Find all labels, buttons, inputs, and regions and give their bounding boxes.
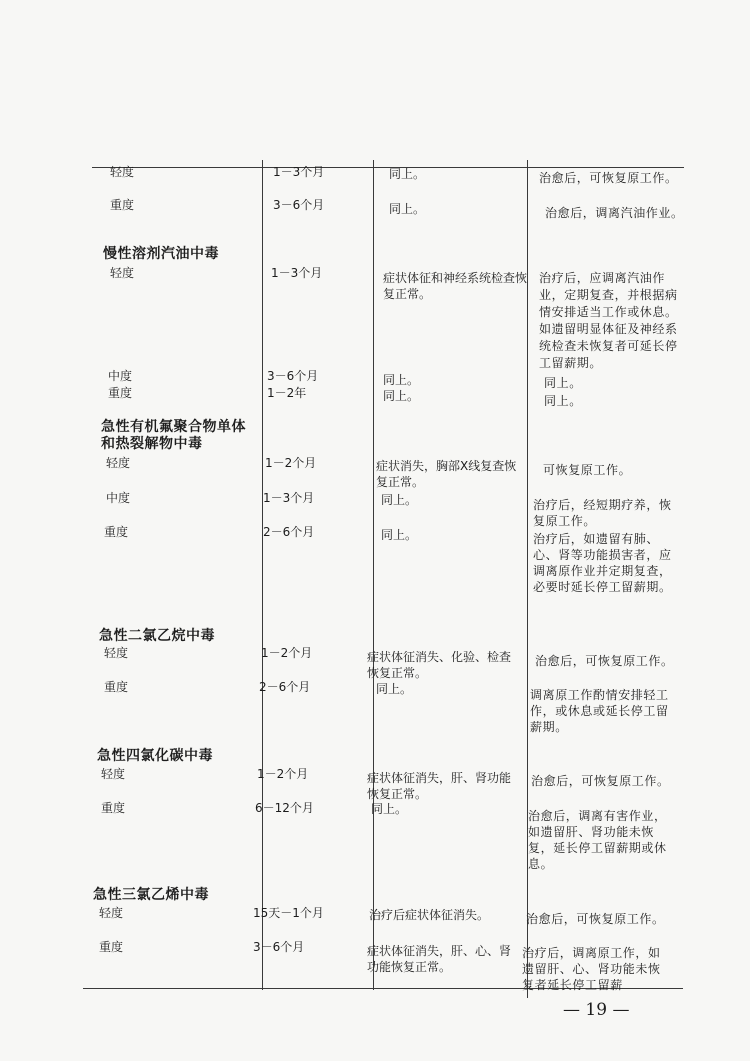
period-value: 1－3个月	[273, 165, 325, 179]
handling-text: 调离原工作酌情安排轻工作，或休息或延长停工留薪期。	[530, 688, 669, 734]
standard-text: 症状体征消失，肝、肾功能恢复正常。	[367, 771, 512, 801]
period-value: 15天－1个月	[253, 906, 324, 920]
degree-label: 轻度	[101, 767, 126, 781]
handling-text: 同上。	[544, 376, 582, 390]
period-value: 2－6个月	[263, 525, 315, 539]
degree-label: 重度	[101, 801, 126, 815]
degree-label: 重度	[108, 386, 133, 400]
standard-text: 同上。	[389, 202, 426, 216]
standard-text: 症状消失，胸部X线复查恢复正常。	[376, 459, 517, 489]
degree-label: 轻度	[106, 456, 131, 470]
section-heading: 急性三氯乙烯中毒	[93, 887, 209, 903]
degree-label: 轻度	[104, 646, 129, 660]
degree-label: 重度	[110, 198, 135, 212]
handling-text: 治愈后，可恢复原工作。	[526, 912, 665, 926]
degree-label: 轻度	[99, 906, 124, 920]
standard-text: 症状体征消失、化验、检查恢复正常。	[367, 650, 512, 680]
period-value: 3－6个月	[253, 940, 305, 954]
handling-text: 治愈后，可恢复原工作。	[535, 654, 674, 668]
period-value: 1－2个月	[261, 646, 313, 660]
section-heading: 急性四氯化碳中毒	[97, 748, 213, 764]
handling-text: 可恢复原工作。	[543, 463, 632, 477]
period-value: 3－6个月	[267, 369, 319, 383]
period-value: 1－3个月	[271, 266, 323, 280]
period-value: 1－2年	[267, 386, 307, 400]
degree-label: 重度	[99, 940, 124, 954]
page-number: — 19 —	[563, 1000, 630, 1020]
standard-text: 治疗后症状体征消失。	[369, 908, 490, 922]
handling-text: 治疗后，应调离汽油作业，定期复查，并根据病情安排适当工作或休息。如遗留明显体征及神经系统检查未恢复者可延长停工留薪期。	[539, 271, 678, 370]
handling-text: 治疗后，调离原工作，如遗留肝、心、肾功能未恢复者延长停工留薪	[522, 946, 661, 992]
table-top-rule	[92, 167, 684, 168]
period-value: 6－12个月	[255, 801, 314, 815]
standard-text: 同上。	[383, 373, 420, 387]
handling-text: 治愈后，可恢复原工作。	[531, 774, 670, 788]
section-heading: 急性有机氟聚合物单体和热裂解物中毒	[101, 419, 246, 452]
period-value: 1－3个月	[263, 491, 315, 505]
degree-label: 中度	[108, 369, 133, 383]
period-value: 1－2个月	[265, 456, 317, 470]
period-value: 2－6个月	[259, 680, 311, 694]
degree-label: 轻度	[110, 165, 135, 179]
standard-text: 同上。	[381, 493, 418, 507]
handling-text: 同上。	[544, 394, 582, 408]
standard-text: 同上。	[371, 802, 408, 816]
column-divider-1	[262, 160, 263, 990]
section-heading: 急性二氯乙烷中毒	[99, 628, 215, 644]
standard-text: 同上。	[389, 167, 426, 181]
degree-label: 重度	[104, 525, 129, 539]
standard-text: 同上。	[376, 682, 413, 696]
handling-text: 治愈后，可恢复原工作。	[539, 171, 678, 185]
degree-label: 中度	[106, 491, 131, 505]
standard-text: 症状体征和神经系统检查恢复正常。	[383, 271, 528, 301]
period-value: 3－6个月	[273, 198, 325, 212]
handling-text: 治愈后，调离汽油作业。	[545, 206, 684, 220]
handling-text: 治愈后，调离有害作业，如遗留肝、肾功能未恢复，延长停工留薪期或休息。	[528, 809, 667, 871]
standard-text: 同上。	[381, 528, 418, 542]
degree-label: 重度	[104, 680, 129, 694]
column-divider-2	[373, 160, 374, 990]
standard-text: 同上。	[383, 389, 420, 403]
period-value: 1－2个月	[257, 767, 309, 781]
handling-text: 治疗后，经短期疗养，恢复原工作。	[533, 498, 672, 528]
handling-text: 治疗后，如遗留有肺、心、肾等功能损害者，应调离原作业并定期复查，必要时延长停工留薪期。	[533, 532, 672, 594]
standard-text: 症状体征消失，肝、心、肾功能恢复正常。	[367, 944, 512, 974]
section-heading: 慢性溶剂汽油中毒	[103, 246, 219, 262]
degree-label: 轻度	[110, 266, 135, 280]
